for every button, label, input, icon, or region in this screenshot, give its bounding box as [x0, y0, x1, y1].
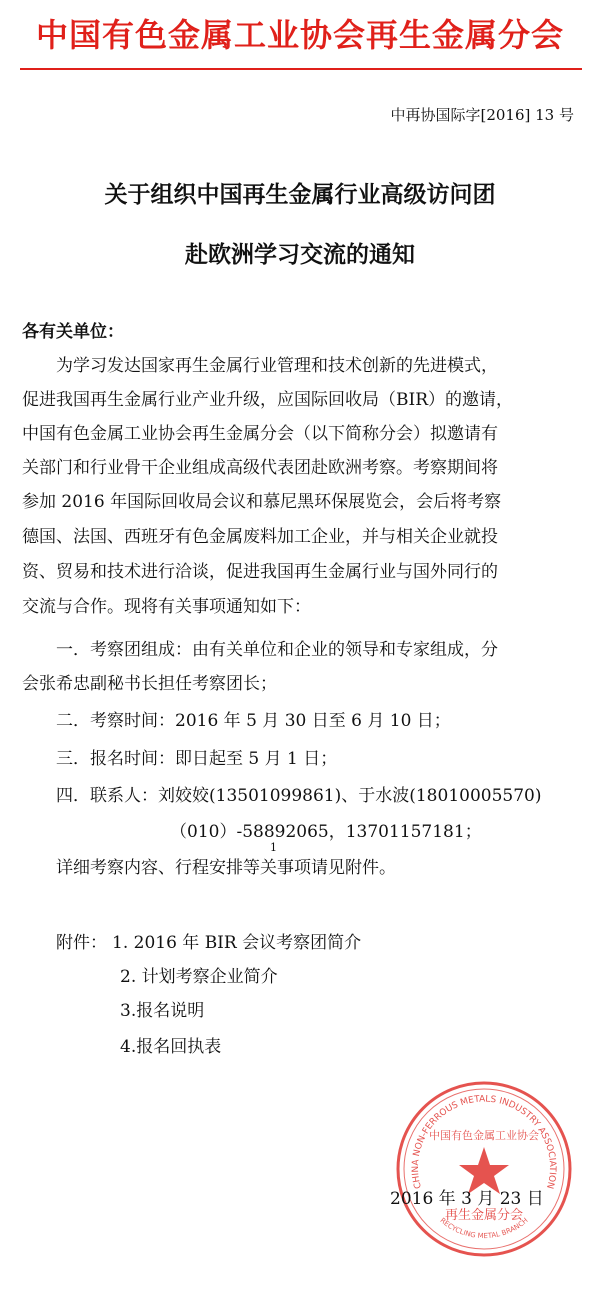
- seal-inner-text: 中国有色金属工业协会: [429, 1129, 539, 1142]
- item-line: 一．考察团组成：由有关单位和企业的领导和专家组成，分: [56, 640, 498, 660]
- body-line: 交流与合作。现将有关事项通知如下：: [22, 597, 311, 617]
- body-line: 参加 2016 年国际回收局会议和慕尼黑环保展览会，会后将考察: [22, 492, 502, 512]
- letterhead-rule: [20, 68, 582, 70]
- seal-unit-text: 再生金属分会: [444, 1208, 524, 1223]
- attachment-item: 1. 2016 年 BIR 会议考察团简介: [112, 933, 362, 953]
- contact-line: 四．联系人：刘姣姣(13501099861)、于水波(18010005570): [56, 786, 542, 806]
- body-line: 关部门和行业骨干企业组成高级代表团赴欧洲考察。考察期间将: [22, 458, 498, 478]
- attachment-item: 2. 计划考察企业简介: [120, 967, 278, 987]
- contact-line: （010）-58892065，13701157181；: [170, 822, 482, 842]
- seal-ring-text: CHINA NON-FERROUS METALS INDUSTRY ASSOCIATION: [410, 1094, 558, 1190]
- document-title-line1: 关于组织中国再生金属行业高级访问团: [104, 181, 496, 208]
- body-line: 促进我国再生金属行业产业升级，应国际回收局（BIR）的邀请，: [22, 390, 514, 410]
- document-number: 中再协国际字[2016] 13 号: [390, 106, 574, 124]
- seal-bottom-text: RECYCLING METAL BRANCH: [438, 1216, 530, 1241]
- attachment-item: 3.报名说明: [120, 1001, 205, 1021]
- body-line: 为学习发达国家再生金属行业管理和技术创新的先进模式，: [56, 356, 498, 376]
- official-seal: [394, 1079, 574, 1259]
- item-line: 会张希忠副秘书长担任考察团长；: [22, 674, 277, 694]
- item-line: 三．报名时间：即日起至 5 月 1 日；: [56, 749, 338, 769]
- letterhead-title: 中国有色金属工业协会再生金属分会: [35, 16, 564, 54]
- body-line: 详细考察内容、行程安排等关事项请见附件。: [56, 858, 396, 878]
- salutation: 各有关单位：: [22, 322, 124, 342]
- document-title-line2: 赴欧洲学习交流的通知: [185, 241, 415, 268]
- body-line: 资、贸易和技术进行洽谈，促进我国再生金属行业与国外同行的: [22, 562, 498, 582]
- attachment-item: 4.报名回执表: [120, 1037, 222, 1057]
- issue-date: 2016 年 3 月 23 日: [390, 1189, 544, 1209]
- body-line: 德国、法国、西班牙有色金属废料加工企业，并与相关企业就投: [22, 527, 498, 547]
- page-number: 1: [270, 841, 277, 854]
- item-line: 二．考察时间：2016 年 5 月 30 日至 6 月 10 日；: [56, 711, 451, 731]
- body-line: 中国有色金属工业协会再生金属分会（以下简称分会）拟邀请有: [22, 424, 498, 444]
- attachments-label: 附件：: [56, 933, 107, 953]
